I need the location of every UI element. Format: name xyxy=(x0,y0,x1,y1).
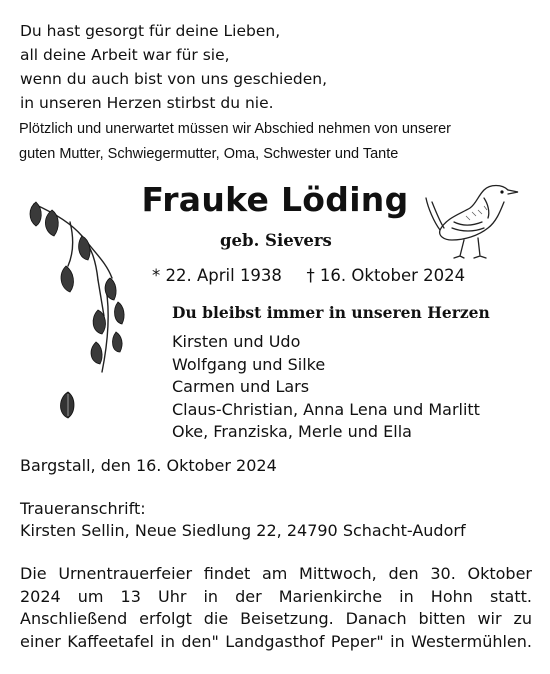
service-info xyxy=(20,563,532,653)
poem-line: in unseren Herzen stirbst du nie. xyxy=(20,94,274,112)
life-dates xyxy=(152,266,465,285)
intro-line: Plötzlich und unerwartet müssen wir Abschied nehmen von unserer xyxy=(19,121,452,137)
service-line: Die Urnentrauerfeier findet am Mittwoch, den 30. Oktober xyxy=(20,564,532,583)
place-date: Bargstall, den 16. Oktober 2024 xyxy=(20,456,277,475)
service-line: 2024 um 13 Uhr in der Marienkirche in Hohn statt. xyxy=(20,586,532,606)
mourner-entry: Oke, Franziska, Merle und Ella xyxy=(172,422,412,441)
mourners-list xyxy=(172,331,480,444)
deceased-name: Frauke Löding xyxy=(141,180,409,219)
bird-eye-icon xyxy=(500,190,503,193)
wren-bird-drawing xyxy=(424,178,524,260)
poem xyxy=(20,19,327,115)
mourner-entry: Wolfgang und Silke xyxy=(172,354,326,374)
birth-date: * 22. April 1938 xyxy=(152,266,282,285)
death-date: † 16. Oktober 2024 xyxy=(306,266,466,285)
mourner-entry: Claus-Christian, Anna Lena und Marlitt xyxy=(172,399,480,419)
intro-text xyxy=(19,117,451,167)
poem-line: Du hast gesorgt für deine Lieben, xyxy=(20,22,281,40)
birch-branch-drawing xyxy=(22,192,132,432)
service-line: einer Kaffeetafel in den" Landgasthof Peper" in Westermühlen. xyxy=(20,631,532,651)
service-line: Anschließend erfolgt die Beisetzung. Danach bitten wir zu xyxy=(20,609,532,628)
address-line: Kirsten Sellin, Neue Siedlung 22, 24790 Schacht-Audorf xyxy=(20,521,466,540)
intro-line: guten Mutter, Schwiegermutter, Oma, Schwester und Tante xyxy=(19,146,399,162)
birth-name: geb. Sievers xyxy=(220,231,332,250)
mourner-entry: Kirsten und Udo xyxy=(172,332,301,351)
poem-line: all deine Arbeit war für sie, xyxy=(20,46,230,64)
mourner-entry: Carmen und Lars xyxy=(172,377,310,396)
poem-line: wenn du auch bist von uns geschieden, xyxy=(20,70,328,88)
motto: Du bleibst immer in unseren Herzen xyxy=(172,303,490,322)
address-label: Traueranschrift: xyxy=(20,499,146,518)
